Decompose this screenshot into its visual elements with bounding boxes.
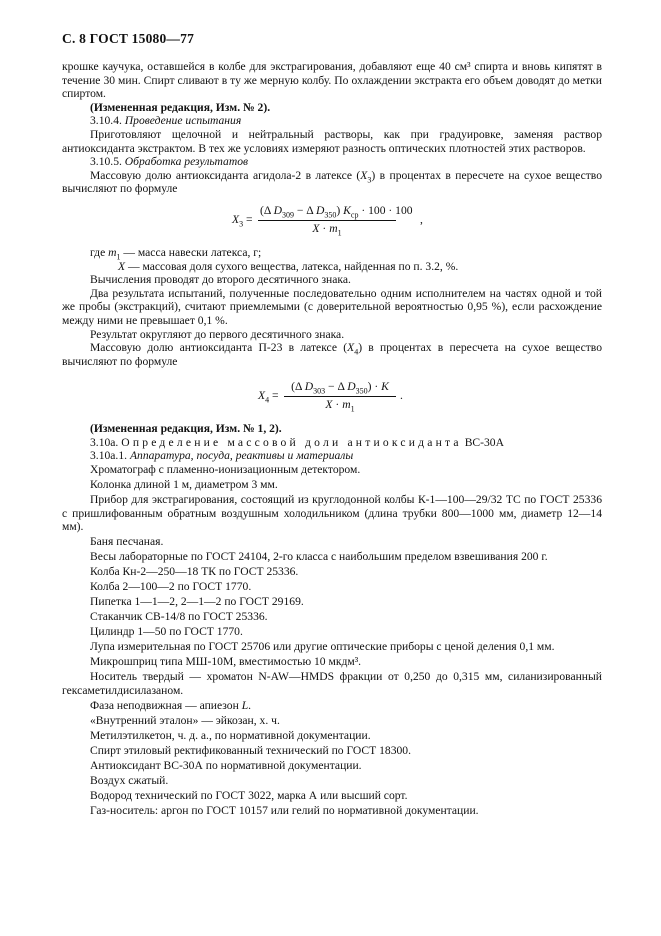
text: ) в процентах в пересчета на сухое вещество вычисляют по формуле (62, 341, 602, 368)
text: · 100 · 100 (358, 203, 413, 217)
numerator (258, 203, 413, 220)
text: Фаза неподвижная — апиезон (90, 698, 242, 712)
variable: m (329, 221, 338, 235)
list-item: Колонка длиной 1 м, диаметром 3 мм. (90, 478, 278, 492)
list-item: Газ-носитель: аргон по ГОСТ 10157 или гелий по нормативной документации. (90, 803, 479, 817)
variable: K (343, 203, 351, 217)
list-item: Хроматограф с пламенно-ионизационным детектором. (90, 463, 361, 477)
formula-lhs (232, 213, 253, 227)
section-3-10-4 (62, 114, 602, 128)
where-x (62, 260, 602, 274)
equals-sign: = (246, 212, 253, 226)
text: ) · (367, 380, 382, 394)
list-item: Носитель твердый — хроматон N-AW—HMDS фракции от 0,250 до 0,315 мм, силанизированный гексаметилдисилазаном. (62, 670, 602, 697)
subscript: 350 (324, 210, 337, 220)
revision-note-1: (Измененная редакция, Изм. № 2). (90, 100, 271, 114)
list-item: Стаканчик СВ-14/8 по ГОСТ 25336. (90, 610, 268, 624)
text: (Δ (260, 203, 274, 217)
subscript: 3 (367, 175, 372, 185)
text: ) в процентах в пересчете на сухое вещество вычисляют по формуле (62, 168, 602, 196)
formula-x3 (62, 196, 602, 246)
subscript: 4 (265, 395, 270, 405)
subscript: 1 (350, 404, 355, 414)
list-item-stationary-phase (62, 699, 602, 713)
text: . (248, 698, 252, 712)
list-item: Лупа измерительная по ГОСТ 25706 или другие оптические приборы с ценой деления 0,1 мм. (90, 640, 555, 654)
section-number: 3.10.4. (90, 114, 122, 128)
text: ) (336, 203, 344, 217)
variable: X (360, 168, 368, 182)
subscript: 3 (239, 219, 244, 229)
list-item: Антиоксидант ВС-30А по нормативной документации. (90, 758, 362, 772)
section-title: Проведение испытания (124, 114, 242, 128)
variable: X (232, 212, 240, 226)
paragraph-extract-preparation: крошке каучука, оставшейся в колбе для экстрагирования, добавляют еще 40 см³ спирта и вновь кипятят в течение 30 мин. Спирт сливают в ту же мерную колбу. По охлаждении экстракта его объем доводят до метки спиртом. (62, 60, 602, 101)
section-3-10a-1 (62, 449, 602, 463)
revision-note-2: (Измененная редакция, Изм. № 1, 2). (90, 422, 282, 436)
variable: L (241, 698, 249, 712)
text: Массовую долю антиоксиданта агидола-2 в латексе ( (90, 168, 361, 182)
list-item: Воздух сжатый. (90, 773, 169, 787)
paragraph-rounding: Результат округляют до первого десятичного знака. (90, 327, 345, 341)
variable: X (347, 341, 355, 355)
text: Массовую долю антиоксиданта П-23 в латексе ( (90, 341, 348, 355)
text: · (332, 397, 343, 411)
section-title: Аппаратура, посуда, реактивы и материалы (129, 449, 354, 463)
list-item: Прибор для экстрагирования, состоящий из круглодонной колбы К-1—100—29/32 ТС по ГОСТ 25336 с пришлифованным обратным воздушным холодильником (длина трубки 800—1000 мм, диаметр 12—14 мм). (62, 493, 602, 534)
section-3-10-5 (62, 155, 602, 169)
subscript: 309 (281, 210, 294, 220)
formula-lhs (258, 389, 279, 403)
variable: D (316, 203, 325, 217)
list-item: Микрошприц типа МШ-10М, вместимостью 10 мкдм³. (90, 655, 362, 669)
paragraph-p23-formula-intro (62, 341, 602, 368)
list-item: Метилэтилкетон, ч. д. а., по нормативной документации. (90, 728, 371, 742)
list-item: Колба 2—100—2 по ГОСТ 1770. (90, 580, 252, 594)
section-title: Определение массовой доли антиоксиданта (121, 435, 462, 449)
variable: X (118, 259, 126, 273)
text: · (319, 221, 330, 235)
page-header: С. 8 ГОСТ 15080—77 (62, 31, 195, 46)
subscript: 1 (337, 227, 342, 237)
equipment-list (62, 463, 602, 817)
denominator (284, 397, 396, 412)
list-item: Водород технический по ГОСТ 3022, марка А или высший сорт. (90, 788, 408, 802)
subscript: 1 (116, 252, 121, 262)
variable: D (304, 380, 314, 394)
formula-period: . (400, 389, 403, 403)
subscript: ср (350, 210, 359, 220)
list-item: Баня песчаная. (90, 535, 164, 549)
variable: D (347, 380, 356, 394)
equals-sign: = (272, 389, 279, 403)
section-title: Обработка результатов (124, 155, 249, 169)
formula-fraction (258, 203, 413, 237)
subscript: 350 (355, 386, 368, 396)
list-item: Спирт этиловый ректификованный технический по ГОСТ 18300. (90, 743, 412, 757)
subscript: 4 (354, 347, 359, 357)
list-item: Весы лабораторные по ГОСТ 24104, 2-го класса с наибольшим пределом взвешивания 200 г. (90, 550, 548, 564)
variable: X (258, 389, 266, 403)
variable: D (273, 203, 282, 217)
variable: m (342, 397, 351, 411)
variable: X (312, 221, 320, 235)
text: − Δ (293, 203, 317, 217)
section-number: 3.10a.1. (90, 449, 128, 463)
formula-x4 (62, 368, 602, 422)
paragraph-calc-precision: Вычисления проводят до второго десятичного знака. (90, 273, 351, 287)
text: (Δ (291, 380, 305, 394)
variable: K (381, 380, 389, 394)
formula-fraction (284, 380, 396, 414)
document-body (62, 60, 602, 819)
variable: m (108, 245, 117, 259)
section-number: 3.10a. (90, 435, 119, 449)
text: — масса навески латекса, г; (120, 245, 262, 259)
text: − Δ (325, 380, 348, 394)
section-number: 3.10.5. (90, 155, 122, 169)
paragraph-acceptance: Два результата испытаний, полученные последовательно одним исполнителем на частях одной и той же пробы (экстракций), считают приемлемыми (с доверительной вероятностью 0,95 %), если расхождение между ними не превышает 0,1 %. (62, 286, 602, 327)
paragraph-agidol-formula-intro (62, 169, 602, 196)
paragraph-test-procedure: Приготовляют щелочной и нейтральный растворы, как при градуировке, заменяя раствор антиоксиданта экстрактом. В тех же условиях измеряют разность оптических плотностей этих растворов. (62, 127, 602, 155)
text: где (90, 245, 109, 259)
numerator (284, 380, 396, 396)
list-item: Колба Кн-2—250—18 ТК по ГОСТ 25336. (90, 565, 299, 579)
list-item: Цилиндр 1—50 по ГОСТ 1770. (90, 625, 243, 639)
section-code: ВС-30А (464, 435, 504, 449)
section-3-10a (62, 436, 602, 450)
where-m1 (62, 246, 602, 260)
denominator (258, 221, 396, 236)
list-item: Пипетка 1—1—2, 2—1—2 по ГОСТ 29169. (90, 595, 304, 609)
list-item: «Внутренний эталон» — эйкозан, х. ч. (90, 713, 280, 727)
formula-comma: , (420, 212, 423, 226)
variable: X (325, 397, 333, 411)
text: — массовая доля сухого вещества, латекса, найденная по п. 3.2, %. (125, 259, 459, 273)
subscript: 303 (313, 386, 326, 396)
